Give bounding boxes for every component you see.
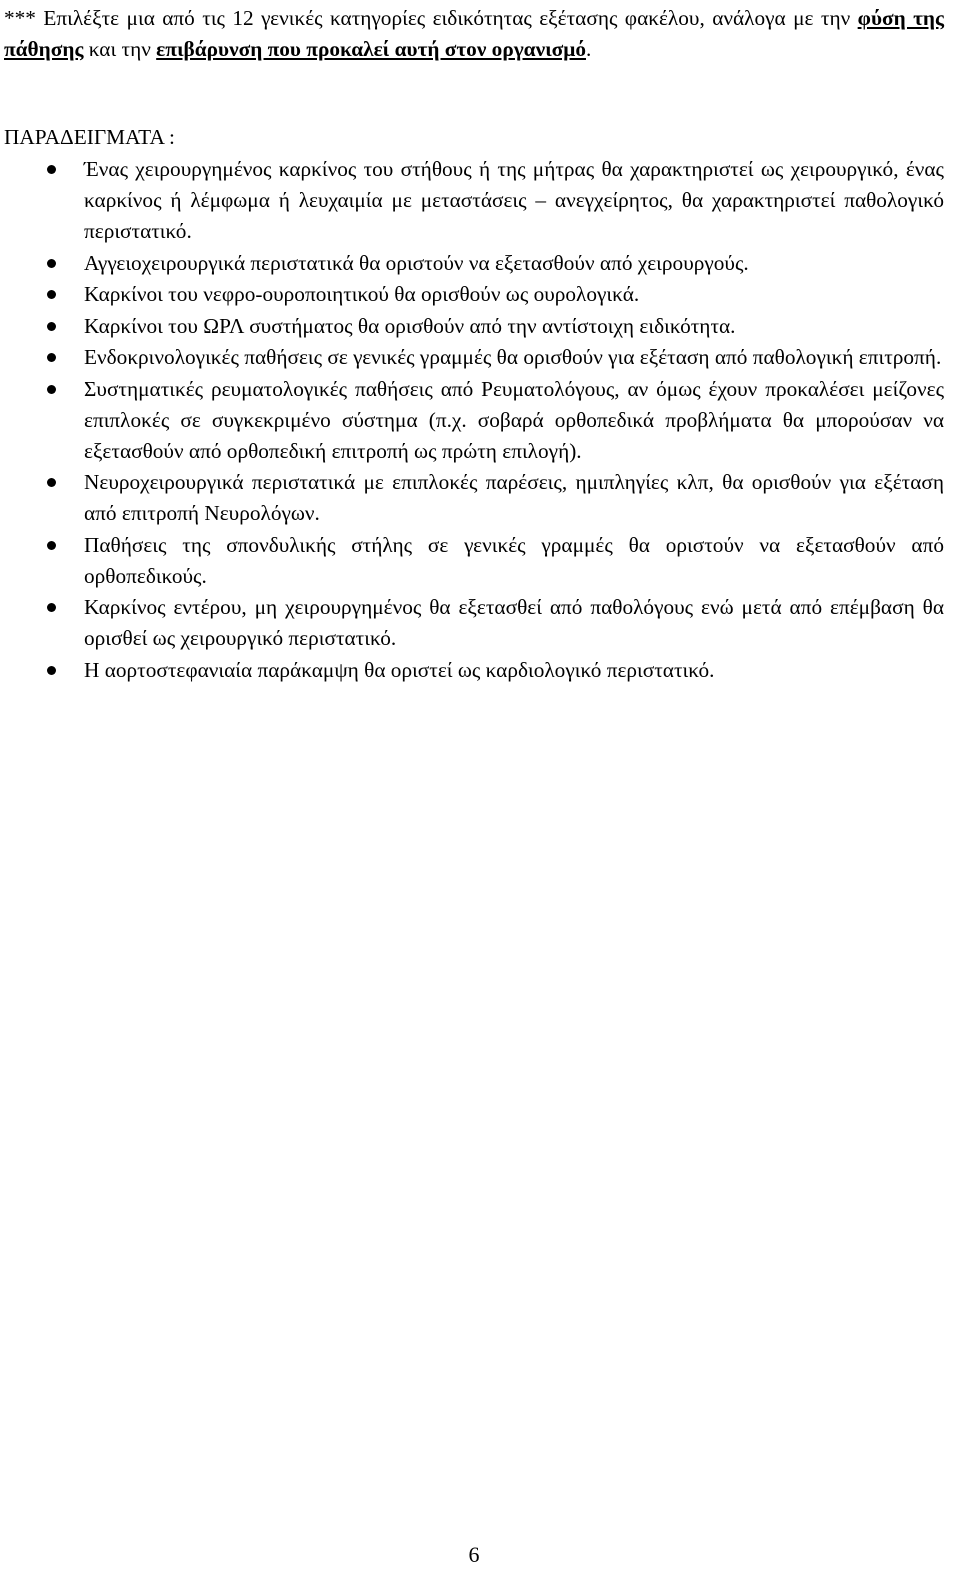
list-item bbox=[4, 248, 944, 279]
list-item-text: Ενδοκρινολογικές παθήσεις σε γενικές γραμμές θα ορισθούν για εξέταση από παθολογική επιτροπή. bbox=[84, 345, 942, 369]
examples-list bbox=[4, 154, 944, 686]
list-item bbox=[4, 530, 944, 592]
list-item bbox=[4, 592, 944, 654]
list-item bbox=[4, 311, 944, 342]
bullet-icon bbox=[47, 666, 56, 675]
bullet-icon bbox=[47, 603, 56, 612]
bullet-icon bbox=[47, 290, 56, 299]
list-item-text: Ένας χειρουργημένος καρκίνος του στήθους ή της μήτρας θα χαρακτηριστεί ως χειρουργικό, ένας καρκίνος ή λέμφωμα ή λευχαιμία με μεταστάσεις – ανεγχείρητος, θα χαρακτηριστεί παθολογικό περιστατικό. bbox=[84, 157, 944, 243]
list-item bbox=[4, 279, 944, 310]
list-item-text: Συστηματικές ρευματολογικές παθήσεις από Ρευματολόγους, αν όμως έχουν προκαλέσει μείζονες επιπλοκές σε συγκεκριμένο σύστημα (π.χ. σοβαρά ορθοπεδικά προβλήματα θα μπορούσαν να εξετασθούν από ορθοπεδική επιτροπή ως πρώτη επιλογή). bbox=[84, 376, 944, 463]
intro-emphasis-nature: φύση της πάθησης bbox=[4, 6, 944, 61]
document-page bbox=[4, 0, 944, 1589]
list-item-text: Καρκίνος εντέρου, μη χειρουργημένος θα εξετασθεί από παθολόγους ενώ μετά από επέμβαση θα ορισθεί ως χειρουργικό περιστατικό. bbox=[84, 595, 944, 650]
intro-paragraph bbox=[4, 3, 944, 65]
examples-heading: ΠΑΡΑΔΕΙΓΜΑΤΑ : bbox=[4, 125, 175, 149]
bullet-icon bbox=[47, 478, 56, 487]
intro-suffix: . bbox=[586, 37, 592, 61]
list-item bbox=[4, 342, 944, 373]
bullet-icon bbox=[47, 385, 56, 394]
bullet-icon bbox=[47, 322, 56, 331]
bullet-icon bbox=[47, 353, 56, 362]
intro-prefix: *** Επιλέξτε μια από τις 12 γενικές κατηγορίες ειδικότητας εξέτασης φακέλου, ανάλογα με την bbox=[4, 6, 858, 30]
list-item-text: Νευροχειρουργικά περιστατικά με επιπλοκές παρέσεις, ημιπληγίες κλπ, θα ορισθούν για εξέταση από επιτροπή Νευρολόγων. bbox=[84, 470, 944, 525]
list-item bbox=[4, 374, 944, 467]
list-item-text: Η αορτοστεφανιαία παράκαμψη θα οριστεί ως καρδιολογικό περιστατικό. bbox=[84, 657, 715, 682]
list-item-text: Καρκίνοι του ΩΡΛ συστήματος θα ορισθούν από την αντίστοιχη ειδικότητα. bbox=[84, 313, 736, 338]
bullet-icon bbox=[47, 541, 56, 550]
page-number: 6 bbox=[468, 1542, 480, 1567]
list-item bbox=[4, 655, 944, 686]
intro-middle: και την bbox=[83, 37, 157, 61]
list-item bbox=[4, 154, 944, 247]
list-item-text: Καρκίνοι του νεφρο-ουροποιητικού θα ορισθούν ως ουρολογικά. bbox=[84, 282, 640, 306]
bullet-icon bbox=[47, 259, 56, 268]
list-item-text: Αγγειοχειρουργικά περιστατικά θα οριστούν να εξετασθούν από χειρουργούς. bbox=[84, 250, 749, 275]
intro-emphasis-burden: επιβάρυνση που προκαλεί αυτή στον οργανισμό bbox=[156, 37, 586, 61]
bullet-icon bbox=[47, 165, 56, 174]
list-item-text: Παθήσεις της σπονδυλικής στήλης σε γενικές γραμμές θα οριστούν να εξετασθούν από ορθοπεδικούς. bbox=[84, 532, 944, 588]
list-item bbox=[4, 467, 944, 529]
